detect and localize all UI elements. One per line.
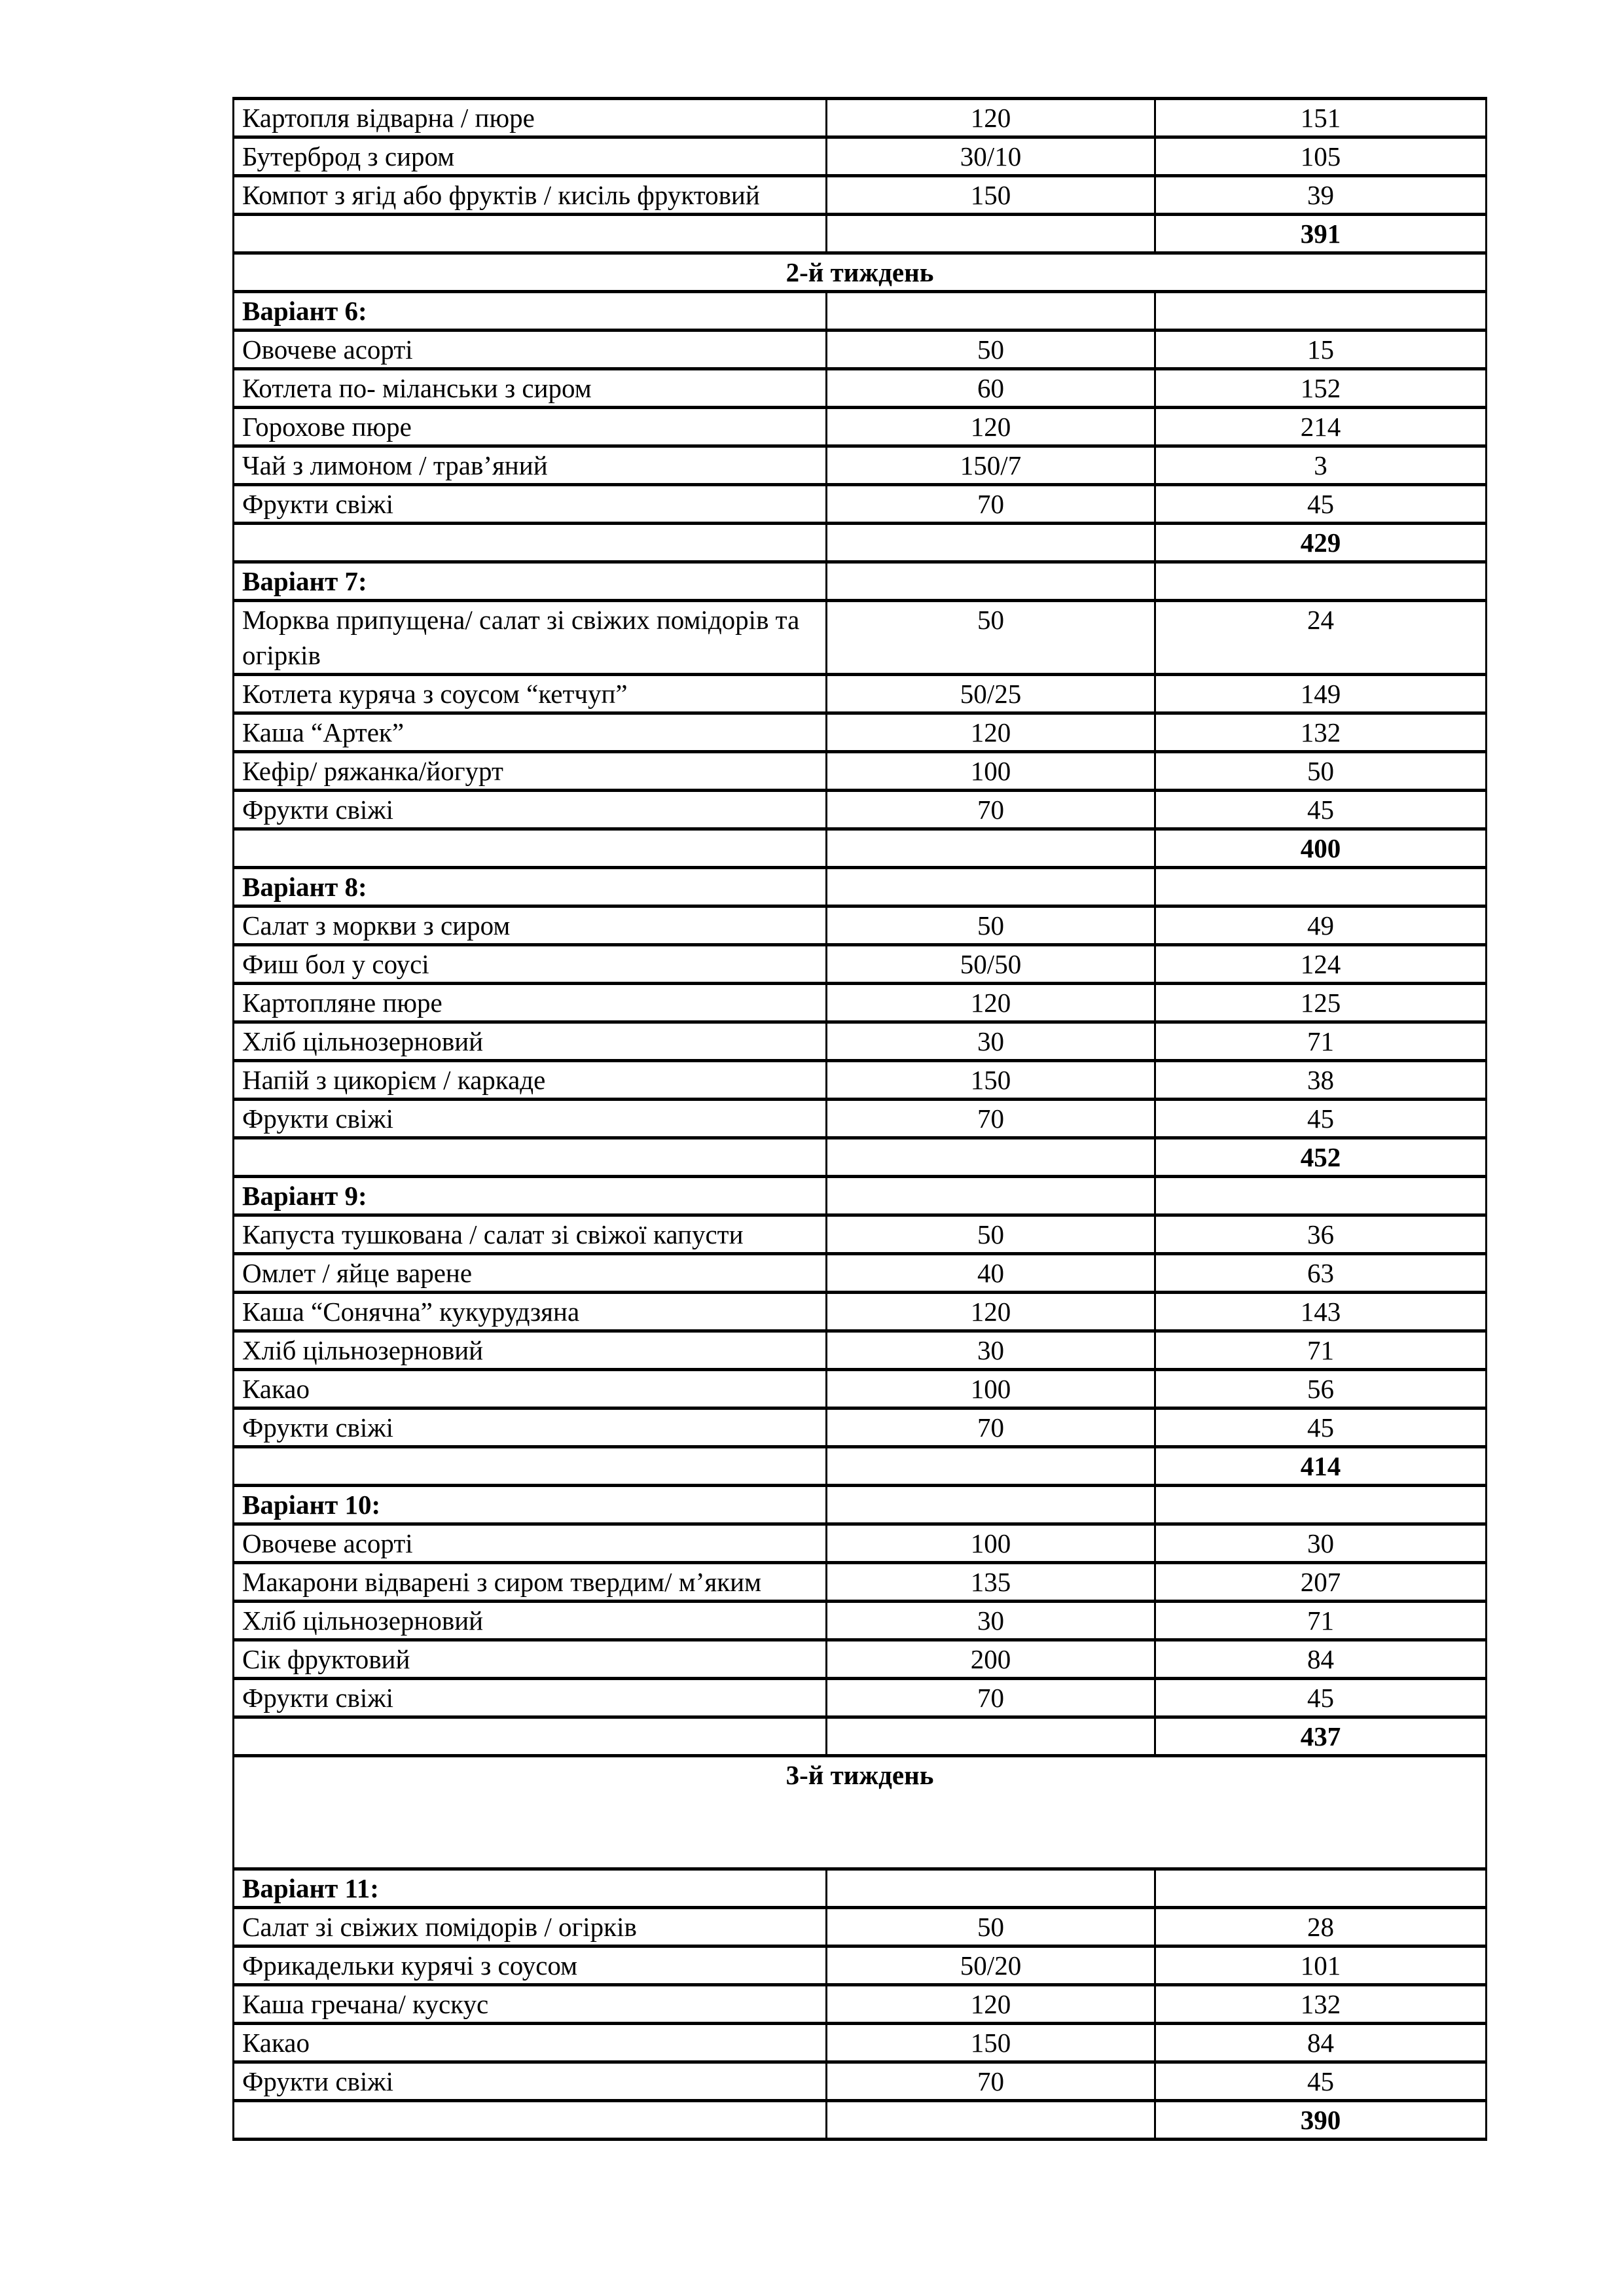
dish-portion: 70 (827, 485, 1155, 524)
variant-header-row (234, 1486, 1487, 1524)
total-row (234, 215, 1487, 253)
dish-name: Фрукти свіжі (234, 1679, 827, 1717)
dish-kcal: 36 (1155, 1215, 1487, 1254)
table-row (234, 1602, 1487, 1640)
dish-name: Картопляне пюре (234, 984, 827, 1022)
table-row (234, 408, 1487, 446)
table-row (234, 984, 1487, 1022)
dish-name: Фрукти свіжі (234, 1408, 827, 1447)
dish-kcal: 28 (1155, 1908, 1487, 1946)
dish-portion: 150 (827, 176, 1155, 215)
dish-kcal: 38 (1155, 1061, 1487, 1100)
dish-kcal: 101 (1155, 1946, 1487, 1985)
dish-name: Морква припущена/ салат зі свіжих помідорів та огірків (234, 601, 827, 675)
dish-portion: 50/20 (827, 1946, 1155, 1985)
dish-kcal: 84 (1155, 1640, 1487, 1679)
table-row (234, 1408, 1487, 1447)
total-row (234, 524, 1487, 562)
dish-kcal: 49 (1155, 906, 1487, 945)
total-kcal: 452 (1155, 1138, 1487, 1177)
dish-kcal: 84 (1155, 2024, 1487, 2062)
dish-name: Фиш бол у соусі (234, 945, 827, 984)
dish-kcal: 71 (1155, 1331, 1487, 1370)
dish-kcal: 39 (1155, 176, 1487, 215)
dish-name: Горохове пюре (234, 408, 827, 446)
dish-kcal: 149 (1155, 675, 1487, 713)
dish-kcal: 15 (1155, 331, 1487, 369)
table-row (234, 1331, 1487, 1370)
dish-portion: 50 (827, 601, 1155, 675)
table-row (234, 1563, 1487, 1602)
dish-name: Хліб цільнозерновий (234, 1331, 827, 1370)
table-row (234, 1254, 1487, 1293)
dish-kcal: 71 (1155, 1602, 1487, 1640)
table-row (234, 176, 1487, 215)
variant-title: Варіант 7: (234, 562, 827, 601)
total-kcal: 429 (1155, 524, 1487, 562)
week-header-row (234, 253, 1487, 292)
dish-portion: 150 (827, 1061, 1155, 1100)
dish-portion: 120 (827, 713, 1155, 752)
dish-portion: 200 (827, 1640, 1155, 1679)
dish-name: Каша “Сонячна” кукурудзяна (234, 1293, 827, 1331)
table-row (234, 1640, 1487, 1679)
dish-portion: 70 (827, 1100, 1155, 1138)
dish-portion: 30 (827, 1022, 1155, 1061)
total-kcal: 437 (1155, 1717, 1487, 1756)
table-row (234, 945, 1487, 984)
table-row (234, 1946, 1487, 1985)
dish-kcal: 71 (1155, 1022, 1487, 1061)
dish-name: Сік фруктовий (234, 1640, 827, 1679)
dish-portion: 70 (827, 1408, 1155, 1447)
total-kcal: 400 (1155, 829, 1487, 868)
table-row (234, 137, 1487, 176)
dish-kcal: 45 (1155, 791, 1487, 829)
dish-kcal: 45 (1155, 1408, 1487, 1447)
dish-portion: 50/25 (827, 675, 1155, 713)
dish-kcal: 143 (1155, 1293, 1487, 1331)
dish-name: Котлета куряча з соусом “кетчуп” (234, 675, 827, 713)
dish-portion: 120 (827, 1293, 1155, 1331)
dish-name: Котлета по- міланськи з сиром (234, 369, 827, 408)
table-row (234, 1293, 1487, 1331)
dish-kcal: 105 (1155, 137, 1487, 176)
dish-portion: 50 (827, 1215, 1155, 1254)
dish-name: Чай з лимоном / трав’яний (234, 446, 827, 485)
variant-title: Варіант 11: (234, 1869, 827, 1908)
dish-name: Макарони відварені з сиром твердим/ м’яким (234, 1563, 827, 1602)
dish-kcal: 45 (1155, 1100, 1487, 1138)
menu-table (232, 97, 1487, 2141)
dish-portion: 50 (827, 331, 1155, 369)
dish-kcal: 3 (1155, 446, 1487, 485)
table-row (234, 675, 1487, 713)
table-row (234, 99, 1487, 137)
dish-name: Кефір/ ряжанка/йогурт (234, 752, 827, 791)
dish-name: Напій з цикорієм / каркаде (234, 1061, 827, 1100)
dish-kcal: 24 (1155, 601, 1487, 675)
variant-title: Варіант 9: (234, 1177, 827, 1215)
table-row (234, 2062, 1487, 2101)
week-header-row (234, 1756, 1487, 1869)
dish-name: Каша “Артек” (234, 713, 827, 752)
dish-name: Каша гречана/ кускус (234, 1985, 827, 2024)
dish-name: Какао (234, 2024, 827, 2062)
table-row (234, 1524, 1487, 1563)
dish-kcal: 30 (1155, 1524, 1487, 1563)
table-row (234, 906, 1487, 945)
dish-name: Хліб цільнозерновий (234, 1602, 827, 1640)
dish-kcal: 214 (1155, 408, 1487, 446)
dish-portion: 60 (827, 369, 1155, 408)
dish-kcal: 63 (1155, 1254, 1487, 1293)
dish-name: Фрукти свіжі (234, 791, 827, 829)
dish-portion: 100 (827, 1524, 1155, 1563)
dish-portion: 135 (827, 1563, 1155, 1602)
table-row (234, 1985, 1487, 2024)
total-kcal: 391 (1155, 215, 1487, 253)
dish-portion: 50 (827, 906, 1155, 945)
table-row (234, 1061, 1487, 1100)
variant-header-row (234, 1177, 1487, 1215)
table-row (234, 1679, 1487, 1717)
total-row (234, 2101, 1487, 2140)
table-row (234, 791, 1487, 829)
dish-portion: 70 (827, 2062, 1155, 2101)
variant-header-row (234, 292, 1487, 331)
dish-portion: 70 (827, 791, 1155, 829)
total-kcal: 414 (1155, 1447, 1487, 1486)
dish-portion: 30 (827, 1602, 1155, 1640)
table-row (234, 1022, 1487, 1061)
dish-kcal: 132 (1155, 713, 1487, 752)
dish-portion: 70 (827, 1679, 1155, 1717)
table-row (234, 713, 1487, 752)
dish-kcal: 45 (1155, 1679, 1487, 1717)
dish-kcal: 50 (1155, 752, 1487, 791)
dish-kcal: 152 (1155, 369, 1487, 408)
dish-kcal: 56 (1155, 1370, 1487, 1408)
dish-kcal: 124 (1155, 945, 1487, 984)
dish-portion: 120 (827, 984, 1155, 1022)
dish-name: Овочеве асорті (234, 331, 827, 369)
dish-name: Салат з моркви з сиром (234, 906, 827, 945)
dish-name: Фрукти свіжі (234, 1100, 827, 1138)
dish-name: Хліб цільнозерновий (234, 1022, 827, 1061)
dish-portion: 40 (827, 1254, 1155, 1293)
dish-portion: 100 (827, 1370, 1155, 1408)
dish-portion: 150/7 (827, 446, 1155, 485)
variant-header-row (234, 562, 1487, 601)
dish-portion: 30 (827, 1331, 1155, 1370)
variant-header-row (234, 1869, 1487, 1908)
total-kcal: 390 (1155, 2101, 1487, 2140)
dish-name: Картопля відварна / пюре (234, 99, 827, 137)
menu-table-body (234, 99, 1487, 2140)
total-row (234, 1138, 1487, 1177)
table-row (234, 1215, 1487, 1254)
dish-name: Фрикадельки курячі з соусом (234, 1946, 827, 1985)
dish-kcal: 151 (1155, 99, 1487, 137)
dish-portion: 100 (827, 752, 1155, 791)
dish-portion: 50 (827, 1908, 1155, 1946)
week-2-heading: 2-й тиждень (234, 253, 1487, 292)
dish-kcal: 207 (1155, 1563, 1487, 1602)
dish-kcal: 132 (1155, 1985, 1487, 2024)
table-row (234, 485, 1487, 524)
dish-name: Омлет / яйце варене (234, 1254, 827, 1293)
dish-name: Салат зі свіжих помідорів / огірків (234, 1908, 827, 1946)
dish-portion: 120 (827, 99, 1155, 137)
variant-title: Варіант 8: (234, 868, 827, 906)
table-row (234, 369, 1487, 408)
dish-name: Фрукти свіжі (234, 485, 827, 524)
variant-title: Варіант 10: (234, 1486, 827, 1524)
dish-name: Бутерброд з сиром (234, 137, 827, 176)
dish-name: Какао (234, 1370, 827, 1408)
table-row (234, 601, 1487, 675)
dish-name: Фрукти свіжі (234, 2062, 827, 2101)
table-row (234, 752, 1487, 791)
dish-portion: 30/10 (827, 137, 1155, 176)
dish-kcal: 45 (1155, 485, 1487, 524)
dish-name: Овочеве асорті (234, 1524, 827, 1563)
total-row (234, 1447, 1487, 1486)
total-row (234, 829, 1487, 868)
dish-portion: 120 (827, 408, 1155, 446)
dish-portion: 120 (827, 1985, 1155, 2024)
table-row (234, 1370, 1487, 1408)
table-row (234, 446, 1487, 485)
dish-kcal: 45 (1155, 2062, 1487, 2101)
dish-portion: 150 (827, 2024, 1155, 2062)
dish-portion: 50/50 (827, 945, 1155, 984)
dish-name: Компот з ягід або фруктів / кисіль фруктовий (234, 176, 827, 215)
variant-header-row (234, 868, 1487, 906)
total-row (234, 1717, 1487, 1756)
variant-title: Варіант 6: (234, 292, 827, 331)
week-3-heading: 3-й тиждень (234, 1756, 1487, 1869)
dish-kcal: 125 (1155, 984, 1487, 1022)
dish-name: Капуста тушкована / салат зі свіжої капусти (234, 1215, 827, 1254)
table-row (234, 331, 1487, 369)
table-row (234, 1908, 1487, 1946)
table-row (234, 1100, 1487, 1138)
table-row (234, 2024, 1487, 2062)
